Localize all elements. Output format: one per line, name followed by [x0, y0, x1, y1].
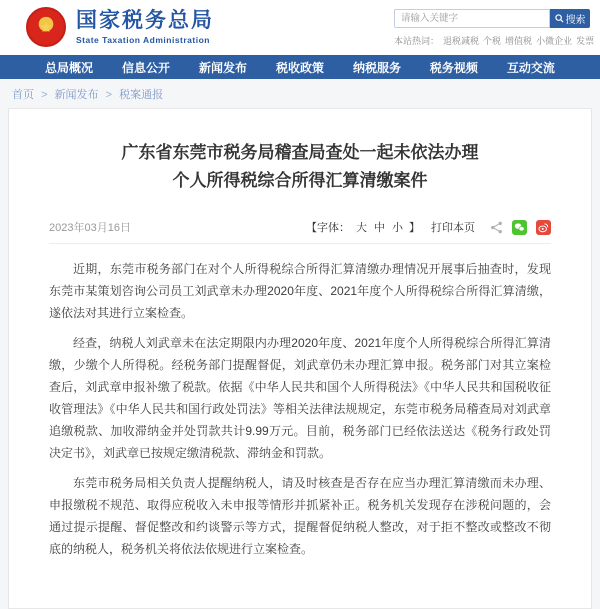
nav-item-overview[interactable]: 总局概况 [45, 60, 94, 75]
hot-word-link[interactable]: 小微企业 [536, 36, 573, 46]
breadcrumb-separator: > [105, 89, 113, 101]
site-logo[interactable] [26, 7, 214, 47]
nav-item-news[interactable]: 新闻发布 [198, 60, 247, 75]
hot-word-link[interactable]: 发票 [576, 36, 595, 46]
breadcrumb-separator: > [41, 89, 48, 101]
article-meta [49, 219, 551, 243]
breadcrumb-news[interactable]: 新闻发布 [54, 89, 99, 101]
font-size-medium[interactable]: 中 [374, 222, 385, 234]
article-title-line1: 广东省东莞市税务局稽查局查处一起未依法办理 [121, 143, 479, 162]
search-area [394, 9, 595, 47]
publish-date: 2023年03月16日 [49, 222, 131, 234]
search-icon [555, 14, 564, 23]
font-size-label: 【字体： [306, 222, 350, 234]
font-size-small[interactable]: 小 [392, 222, 403, 234]
article-paragraph: 经查，纳税人刘武章未在法定期限内办理2020年度、2021年度个人所得税综合所得汇算清缴，少缴个人所得税。经税务部门提醒督促，刘武章仍未办理汇算申报。税务部门对其立案检查后，刘武章申报补缴了税款。依据《中华人民共和国个人所得税法》《中华人民共和国税收征收管理法》《中华人民共和国行政处罚法》等相关法律法规规定，东莞市税务局稽查局对刘武章追缴税款、加收滞纳金并处罚款共计9.99万元。目前，税务部门已经依法送达《税务行政处罚决定书》，刘武章已按规定缴清税款、滞纳金和罚款。 [49, 336, 551, 460]
nav-item-tax-video[interactable]: 税务视频 [429, 60, 478, 75]
weibo-share-icon[interactable] [536, 220, 551, 235]
search-button-label: 搜索 [565, 15, 586, 26]
nav-item-interaction[interactable]: 互动交流 [506, 60, 555, 75]
hot-word-link[interactable]: 个税 [483, 36, 502, 46]
article-title-line2: 个人所得税综合所得汇算清缴案件 [172, 171, 428, 190]
font-size-large[interactable]: 大 [356, 222, 367, 234]
search-button[interactable] [550, 9, 590, 28]
article-paragraph: 近期，东莞市税务部门在对个人所得税综合所得汇算清缴办理情况开展事后抽查时，发现东莞市某策划咨询公司员工刘武章未办理2020年度、2021年度个人所得税综合所得汇算清缴，遂依法对其进行立案检查。 [49, 262, 551, 320]
breadcrumb [0, 79, 600, 108]
nav-item-tax-service[interactable]: 纳税服务 [352, 60, 401, 75]
article-title [49, 139, 551, 195]
font-size-label-end: 】 [409, 222, 420, 234]
national-emblem-icon: ★ [26, 7, 66, 47]
site-header [0, 0, 600, 55]
wechat-share-icon[interactable] [512, 220, 527, 235]
article-body [49, 258, 551, 560]
hot-words [394, 34, 595, 47]
share-icon[interactable] [490, 221, 503, 234]
breadcrumb-current[interactable]: 税案通报 [119, 89, 164, 101]
site-title-en: State Taxation Administration [76, 34, 210, 45]
search-input[interactable] [394, 9, 550, 28]
title-divider [49, 243, 551, 244]
nav-item-info-disclosure[interactable]: 信息公开 [121, 60, 170, 75]
hot-word-link[interactable]: 退税减税 [443, 36, 480, 46]
article-paragraph: 东莞市税务局相关负责人提醒纳税人，请及时核查是否存在应当办理汇算清缴而未办理、申报缴税不规范、取得应税收入未申报等情形并抓紧补正。税务机关发现存在涉税问题的，会通过提示提醒、督促整改和约谈警示等方式，提醒督促纳税人整改，对于拒不整改或整改不彻底的纳税人，税务机关将依法依规进行立案检查。 [49, 476, 551, 556]
print-button[interactable]: 打印本页 [431, 222, 475, 234]
breadcrumb-home[interactable]: 首页 [12, 89, 34, 101]
nav-item-tax-policy[interactable]: 税收政策 [275, 60, 324, 75]
site-title: 国家税务总局 [76, 9, 214, 33]
hot-words-label: 本站热词： [394, 36, 440, 46]
hot-word-link[interactable]: 增值税 [505, 36, 533, 46]
article-container [8, 108, 592, 609]
main-nav [0, 55, 600, 79]
